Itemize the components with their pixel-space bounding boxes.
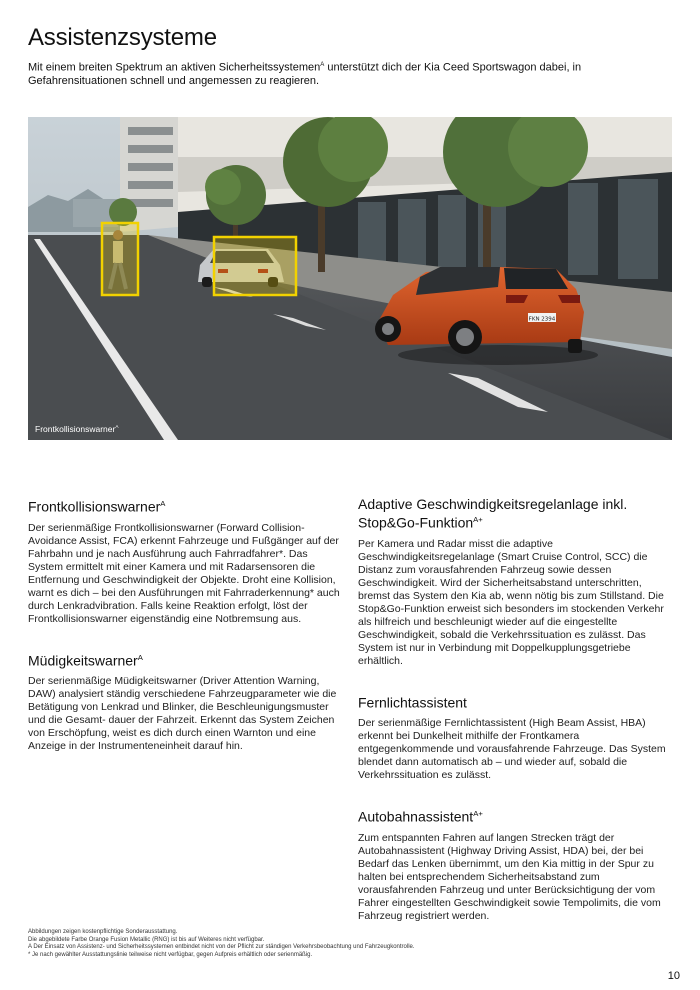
section-footnote-marker: A bbox=[160, 499, 166, 508]
footnote-line: Abbildungen zeigen kostenpflichtige Sonderausstattung. bbox=[28, 929, 178, 935]
footnote-line: A Der Einsatz von Assistenz- und Sicherheitssystemen entbindet nicht von der Pflicht zur ständigen Verkehrsbeobachtung und Fahrzeugkontrolle. bbox=[28, 944, 415, 950]
section-body: Der serienmäßige Müdigkeitswarner (Driver Attention Warning, DAW) analysiert ständig verschiedene Fahrzeugparameter wie die Betätigung von Lenkrad und Blinker, die Beschleunigungsmuster und die Gesamt- dauer der Fahrzeit. Erkennt das System Zeichen von Erschöpfung, weist es dich durch einen Warnton und eine Anzeige in der Instrumenteneinheit darauf hin. bbox=[28, 675, 337, 753]
vehicle-detection-box bbox=[214, 237, 296, 295]
section-frontkollisionswarner bbox=[28, 496, 344, 626]
right-column bbox=[358, 496, 674, 947]
section-heading bbox=[358, 692, 674, 711]
section-heading bbox=[28, 650, 344, 669]
intro-text-start: Mit einem breiten Spektrum an aktiven Sicherheitssystemen bbox=[28, 61, 321, 74]
section-title: Frontkollisionswarner bbox=[28, 498, 161, 515]
section-title: Müdigkeitswarner bbox=[28, 652, 138, 669]
section-body: Zum entspannten Fahren auf langen Strecken trägt der Autobahnassistent (Highway Driving Assist, HDA) bei, der bei Bedarf das Lenken übernimmt, um den Kia mittig in der Spur zu halten bei entsprechendem Sicherheitsabstand zum vorausfahrenden Fahrzeug und unter Berücksichtigung der vom Fahrer eingestellten Geschwindigkeit sowie Tempolimits, die vom Fahrzeug registriert werden. bbox=[358, 831, 661, 922]
page-title: Assistenzsysteme bbox=[28, 24, 217, 51]
intro-footnote-marker: A bbox=[320, 62, 325, 68]
intro-text-end: unterstützt dich der Kia Ceed Sportswagon dabei, in Gefahrensituationen schnell und angemessen zu reagieren. bbox=[28, 61, 582, 87]
page-number: 10 bbox=[667, 970, 680, 982]
hero-image bbox=[28, 117, 672, 440]
license-plate-text: FKN 2394 bbox=[528, 316, 556, 323]
section-heading bbox=[358, 806, 674, 825]
pedestrian-detection-box bbox=[102, 223, 138, 295]
footnotes bbox=[28, 929, 648, 959]
section-body: Der serienmäßige Frontkollisionswarner (Forward Collision-Avoidance Assist, FCA) erkennt Fahrzeuge und Fußgänger auf der Fahrbahn und je nach Ausführung auch Fahrradfahrer*. Das System ermittelt mit einer Kamera und mit Radarsensoren die Entfernung und Geschwindigkeit der Objekte. Droht eine Kollision, warnt es dich – bei den Ausführungen mit Fahrraderkennung* auch durch Lenkradvibration. Falls keine Reaktion erfolgt, löst der Frontkollisionswarner eigenständig eine Notbremsung aus. bbox=[28, 521, 340, 625]
footnote-line: Die abgebildete Farbe Orange Fusion Metallic (RNG) ist bis auf Weiteres nicht verfügbar. bbox=[28, 936, 265, 943]
section-title: Adaptive Geschwindigkeitsregelanlage inkl. Stop&Go-Funktion bbox=[358, 496, 628, 531]
hero-caption-marker: A bbox=[115, 424, 119, 430]
section-muedigkeitswarner bbox=[28, 650, 344, 754]
section-title: Autobahnassistent bbox=[358, 808, 474, 825]
section-heading bbox=[358, 496, 674, 531]
section-body: Per Kamera und Radar misst die adaptive Geschwindigkeitsregelanlage (Smart Cruise Control, SCC) die Distanz zum vorausfahrenden Fahrzeug sowie dessen Geschwindigkeit. Wird der Sicherheitsabstand unterschritten, bremst das System den Kia ab, wenn nötig bis zum Stillstand. Die Stop&Go-Funktion erweist sich besonders im stockenden Verkehr als hilfreich und beschleunigt wieder auf die eingestellte Geschwindigkeit, sobald die Verkehrssituation es zulässt. Das System ist nur in Verbindung mit Doppelkupplungsgetriebe erhältlich. bbox=[358, 537, 664, 667]
intro-text bbox=[28, 59, 628, 88]
footnote-line: * Je nach gewählter Ausstattungslinie teilweise nicht verfügbar, gegen Aufpreis erhältlich oder serienmäßig. bbox=[28, 951, 313, 958]
section-footnote-marker: A+ bbox=[473, 809, 483, 819]
street-scene-illustration bbox=[28, 117, 672, 440]
left-column bbox=[28, 496, 344, 777]
section-body: Der serienmäßige Fernlichtassistent (High Beam Assist, HBA) erkennt bei Dunkelheit mithilfe der Frontkamera entgegenkommende und vorausfahrende Fahrzeuge. Das System blendet dann automatisch ab – und wieder auf, sobald die Verkehrssituation es zulässt. bbox=[358, 717, 666, 782]
hero-caption-text: Frontkollisionswarner bbox=[35, 424, 116, 434]
section-title: Fernlichtassistent bbox=[358, 694, 467, 711]
section-adaptive-geschwindigkeitsregelanlage bbox=[358, 496, 674, 668]
section-fernlichtassistent bbox=[358, 692, 674, 783]
hero-caption bbox=[35, 424, 118, 434]
section-heading bbox=[28, 496, 344, 515]
section-autobahnassistent bbox=[358, 806, 674, 923]
section-footnote-marker: A+ bbox=[473, 515, 483, 524]
section-footnote-marker: A bbox=[137, 652, 143, 662]
